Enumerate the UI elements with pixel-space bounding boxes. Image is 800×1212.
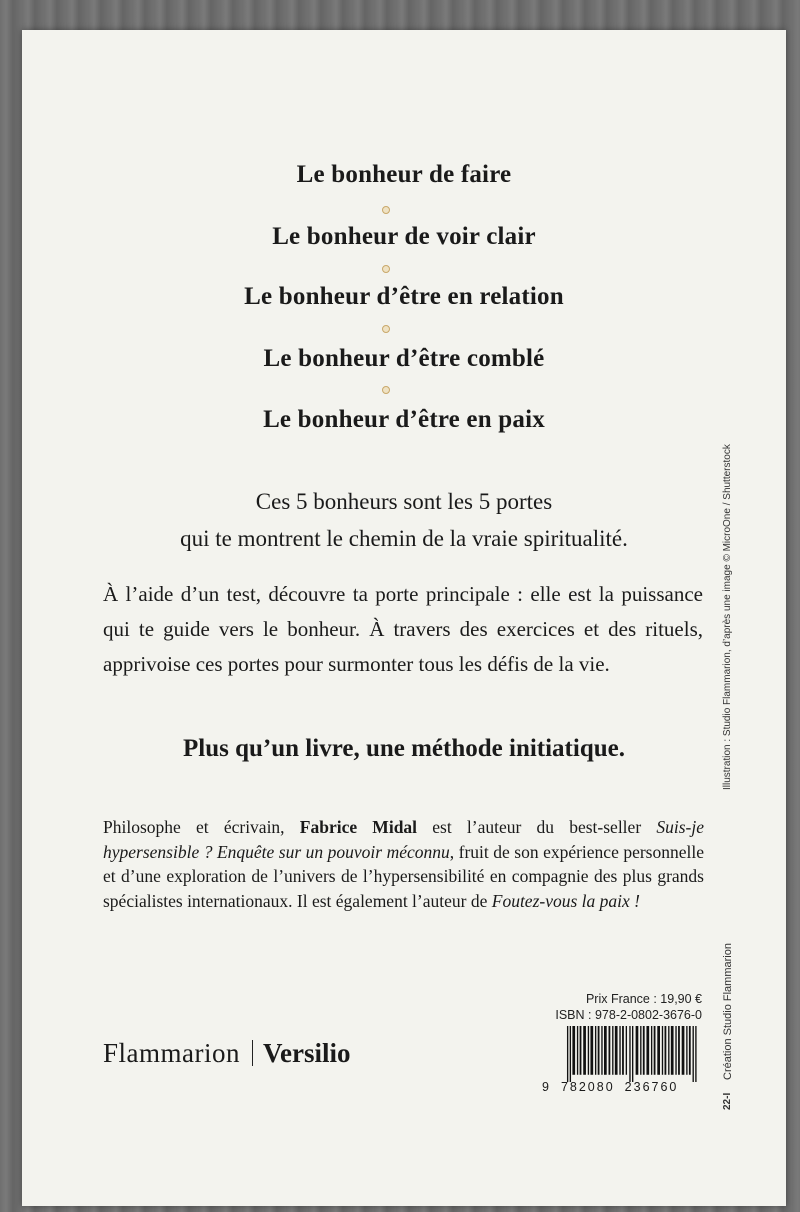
bio-text: , fruit de son expérience personnelle et d’une exploration de l’univers de l’hypersensibilité en compagnie des plus grands spécialistes internationaux. Il est également l’auteur de: [103, 841, 705, 911]
barcode-icon: [560, 1026, 704, 1082]
publisher-imprint: Versilio: [262, 1038, 351, 1068]
book-back-cover: [22, 30, 786, 1206]
ornament-dot: [382, 206, 390, 214]
creation-credit: Création Studio Flammarion: [722, 943, 734, 1080]
bio-text: Philosophe et écrivain,: [103, 817, 300, 837]
publisher-logo: [103, 1038, 350, 1069]
bonheur-line: Le bonheur d’être en relation: [244, 283, 564, 310]
barcode-digits: [542, 1080, 702, 1094]
barcode-digit-group: 236760: [624, 1080, 679, 1094]
ornament-dot: [382, 325, 390, 333]
bonheur-line: Le bonheur de faire: [296, 161, 512, 188]
description-paragraph: À l’aide d’un test, découvre ta porte principale : elle est la puissance qui te guide vers le bonheur. À travers des exercices et des rituels, apprivoise ces portes pour surmonter tous les défis de la vie.: [103, 582, 703, 676]
intro-line-1: Ces 5 bonheurs sont les 5 portes: [255, 489, 553, 514]
book-title: Suis-je hypersensible ? Enquête sur un pouvoir méconnu: [103, 817, 704, 862]
ornament-dot: [382, 386, 390, 394]
tagline: Plus qu’un livre, une méthode initiatique.: [183, 735, 625, 762]
ornament-dot: [382, 265, 390, 273]
price-label: Prix France : 19,90 €: [585, 992, 702, 1006]
print-code: 22-I: [722, 1092, 733, 1110]
publisher-name: Flammarion: [103, 1038, 240, 1068]
barcode-digit: 9: [542, 1080, 549, 1094]
barcode-digit-group: 782080: [560, 1080, 615, 1094]
bonheur-line: Le bonheur d’être comblé: [263, 345, 545, 372]
intro-line-2: qui te montrent le chemin de la vraie spiritualité.: [180, 526, 628, 551]
author-name: Fabrice Midal: [299, 817, 418, 837]
bonheur-line: Le bonheur de voir clair: [272, 223, 536, 250]
isbn-label: ISBN : 978-2-0802-3676-0: [555, 1008, 702, 1022]
illustration-credit: Illustration : Studio Flammarion, d’après une image © MicroOne / Shutterstock: [722, 444, 733, 790]
book-title: Foutez-vous la paix !: [491, 890, 640, 911]
bio-text: est l’auteur du best-seller: [417, 817, 657, 837]
bonheur-line: Le bonheur d’être en paix: [263, 406, 545, 433]
publisher-divider: [252, 1040, 253, 1066]
author-bio: [103, 815, 704, 913]
